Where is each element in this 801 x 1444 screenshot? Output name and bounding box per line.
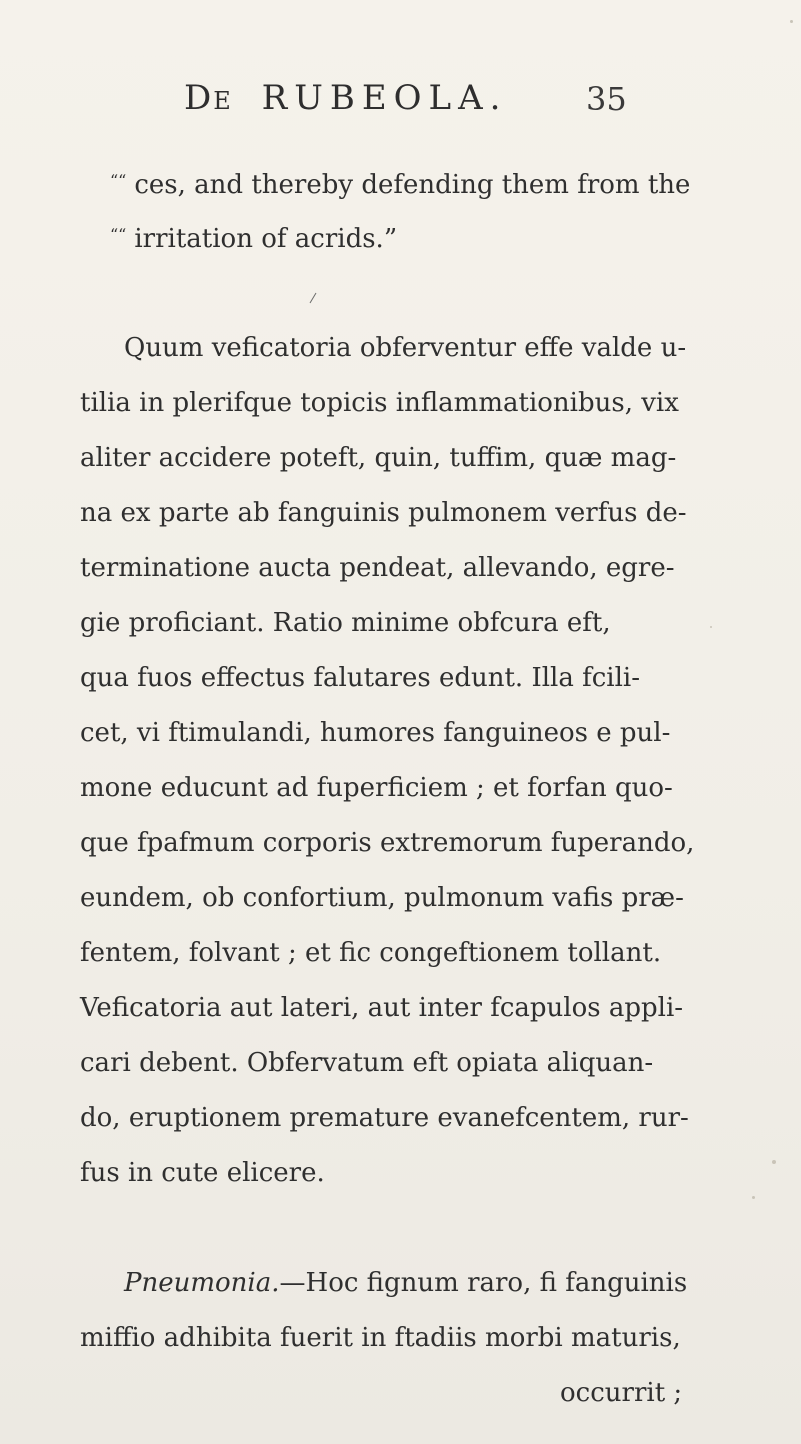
paper-speck xyxy=(710,626,712,628)
running-title-main: RUBEOLA. xyxy=(261,78,508,118)
paper-speck xyxy=(752,1196,755,1199)
quote-line-2: ““ irritation of acrids.” xyxy=(110,224,398,254)
running-title xyxy=(184,78,507,118)
paragraph-line: Quum veficatoria obferventur effe valde u- xyxy=(124,333,687,363)
paragraph-line: qua fuos effectus falutares edunt. Illa fcili- xyxy=(80,663,641,693)
paragraph-line: eundem, ob confortium, pulmonum vafis præ- xyxy=(80,883,684,913)
paragraph-line: do, eruptionem premature evanefcentem, rur- xyxy=(80,1103,689,1133)
ink-mark-icon xyxy=(308,292,318,304)
paragraph-line: cari debent. Obfervatum eft opiata aliquan- xyxy=(80,1048,654,1078)
open-quote-mark: ““ xyxy=(110,225,127,244)
paragraph-line: Veficatoria aut lateri, aut inter fcapulos appli- xyxy=(80,993,684,1023)
paragraph-line: mone educunt ad fuperficiem ; et forfan quo- xyxy=(80,773,673,803)
pneumonia-heading: Pneumonia. xyxy=(124,1268,280,1298)
paragraph-line: gie proficiant. Ratio minime obfcura eft, xyxy=(80,608,611,638)
running-title-prefix: D xyxy=(184,78,214,118)
paper-speck xyxy=(790,20,793,23)
paragraph-line: tilia in plerifque topicis inflammationibus, vix xyxy=(80,388,679,418)
paragraph-line: fentem, folvant ; et fic congeftionem tollant. xyxy=(80,938,662,968)
running-title-prefix-small: E xyxy=(213,87,234,115)
pneumonia-line-2: miffio adhibita fuerit in ftadiis morbi maturis, xyxy=(80,1323,681,1353)
open-quote-mark: ““ xyxy=(110,171,127,190)
paragraph-line: na ex parte ab fanguinis pulmonem verfus de- xyxy=(80,498,687,528)
page-header xyxy=(160,78,630,128)
paragraph-line: que fpafmum corporis extremorum fuperando, xyxy=(80,828,695,858)
paragraph-line: aliter accidere poteft, quin, tuffim, quæ mag- xyxy=(80,443,677,473)
catchword: occurrit ; xyxy=(560,1378,683,1408)
page-number: 35 xyxy=(586,80,627,118)
paragraph-line: cet, vi ftimulandi, humores fanguineos e pul- xyxy=(80,718,671,748)
paragraph-line: terminatione aucta pendeat, allevando, egre- xyxy=(80,553,675,583)
paragraph-line: fus in cute elicere. xyxy=(80,1158,325,1188)
paper-speck xyxy=(772,1160,776,1164)
pneumonia-line-1: Pneumonia.—Hoc fignum raro, fi fanguinis xyxy=(124,1268,688,1298)
quote-line-1: ““ ces, and thereby defending them from the xyxy=(110,170,691,200)
em-dash: — xyxy=(279,1268,306,1298)
